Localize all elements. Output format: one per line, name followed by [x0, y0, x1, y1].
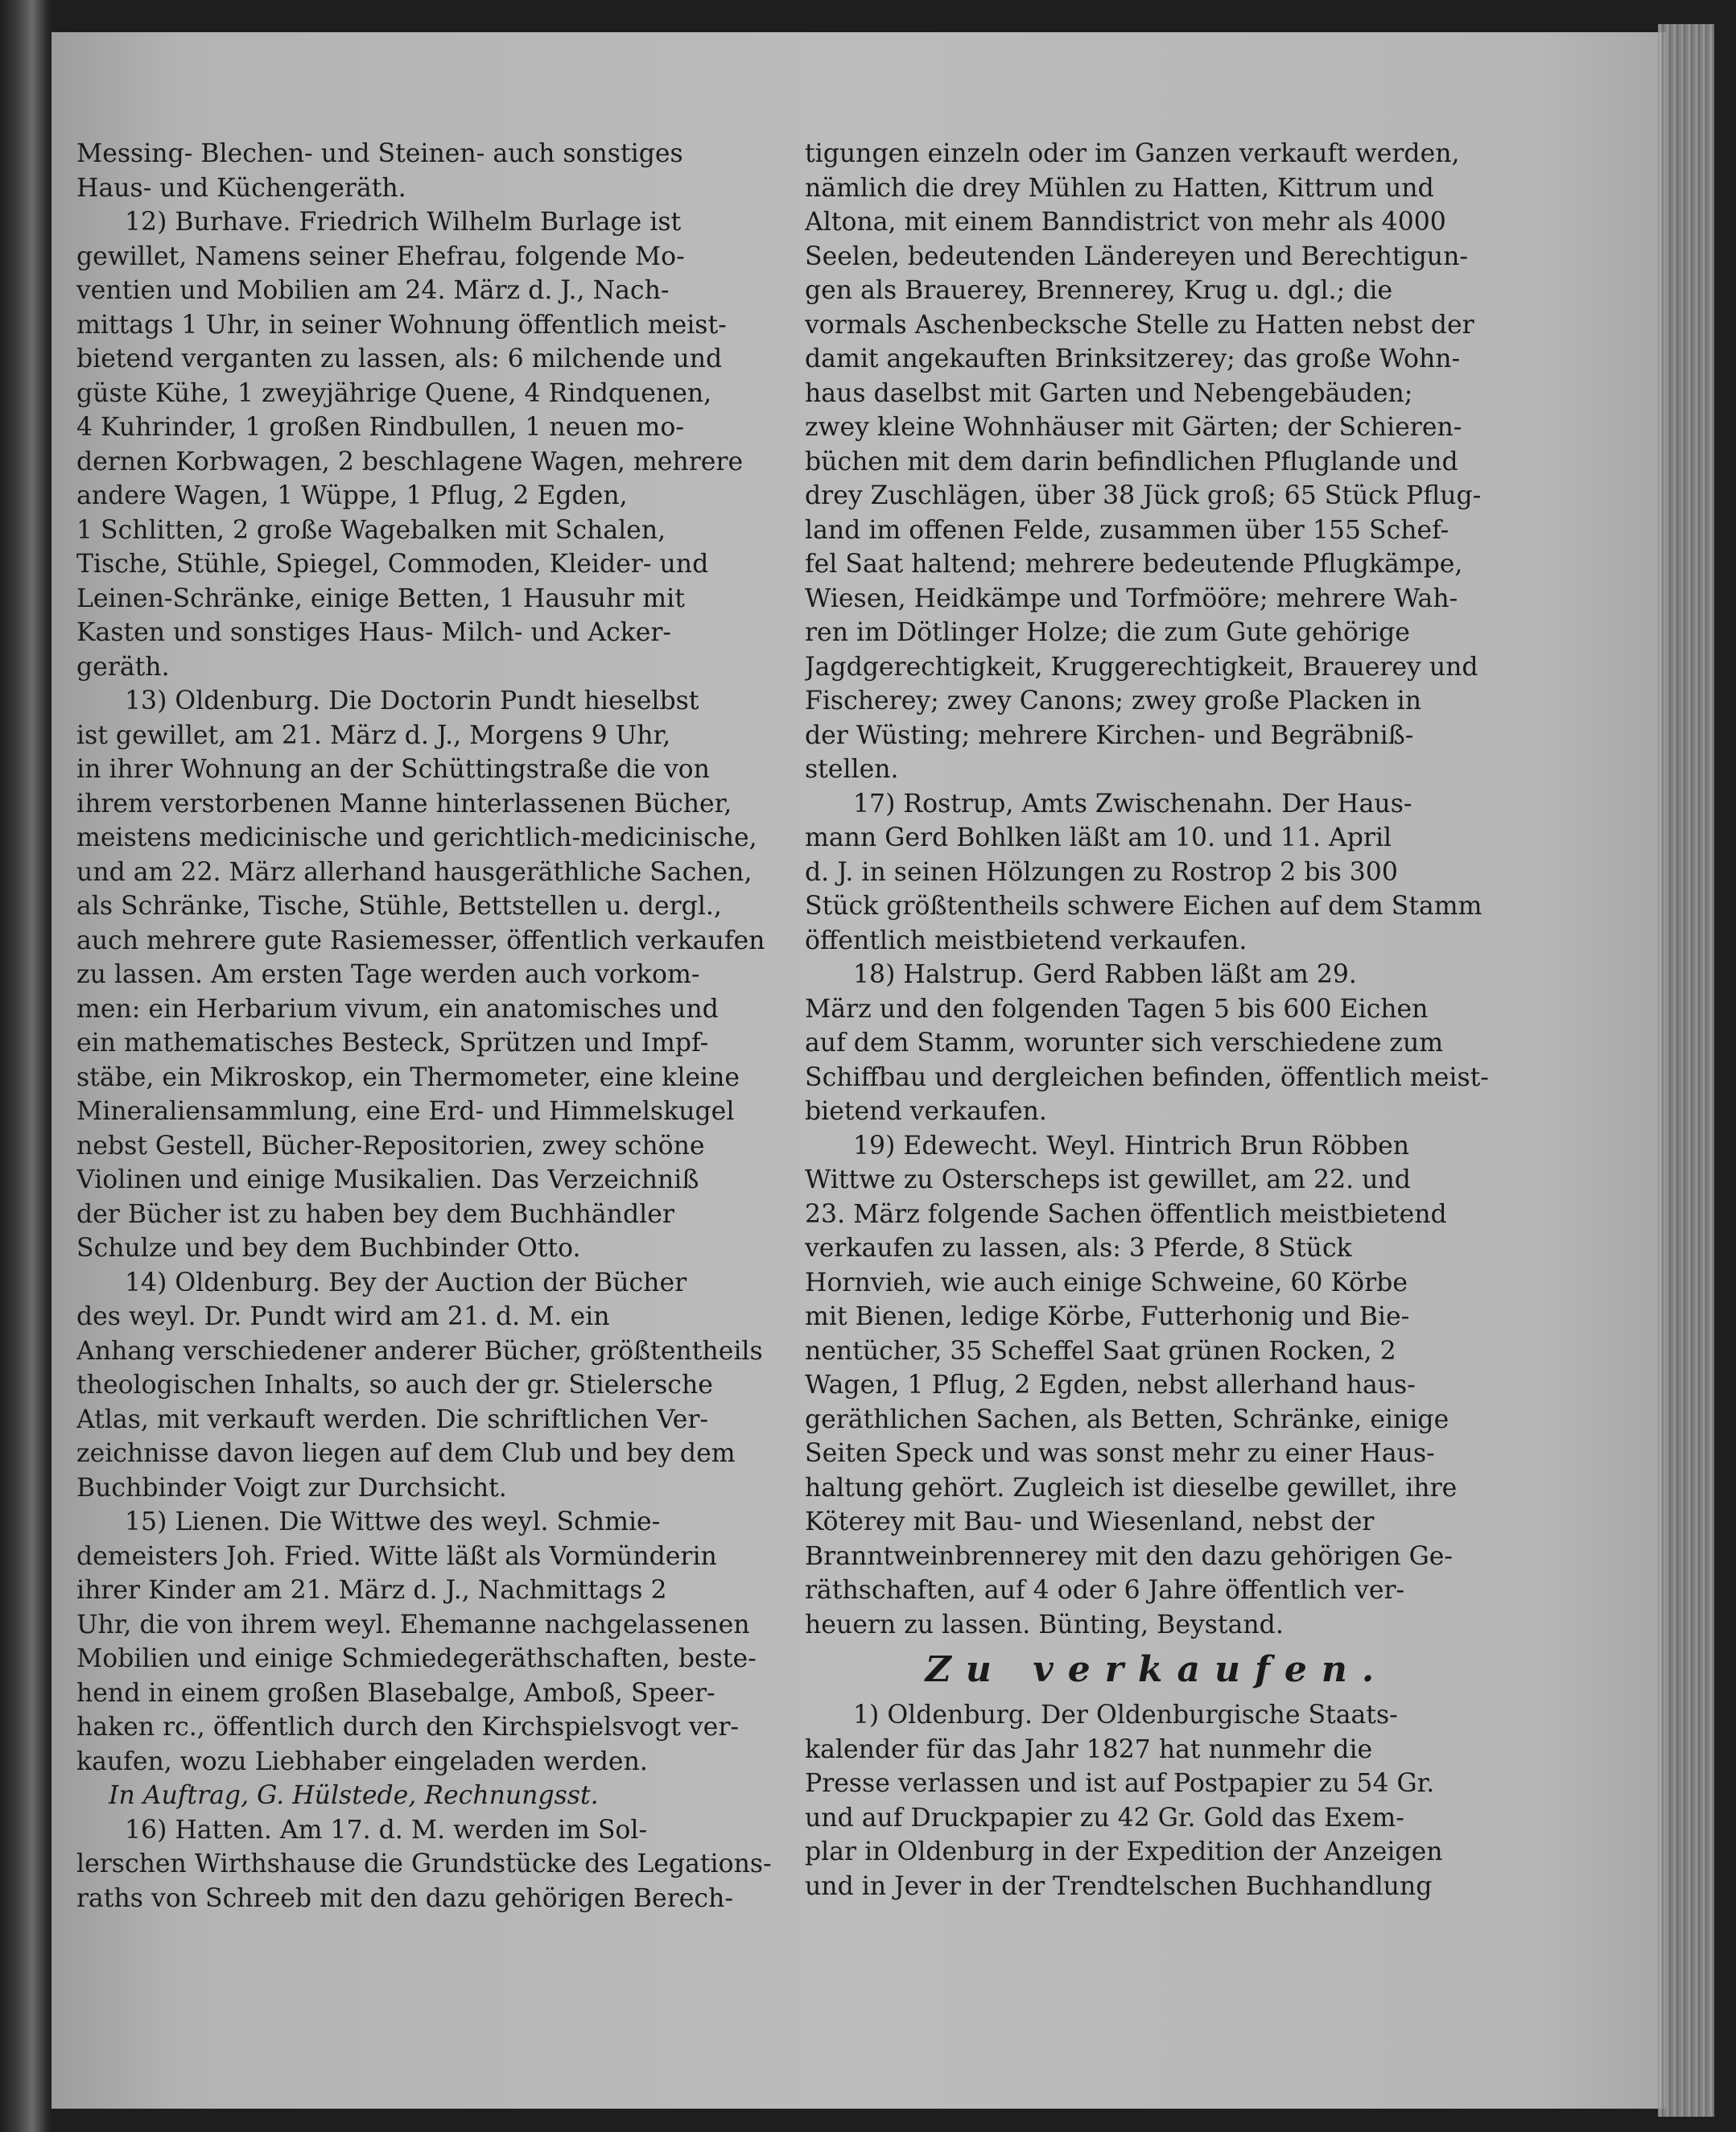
right-column	[805, 137, 1509, 1903]
text-line: öffentlich meistbietend verkaufen.	[805, 926, 1247, 955]
text-line: zu lassen. Am ersten Tage werden auch vorkom-	[76, 960, 700, 989]
text-line: auf dem Stamm, worunter sich verschiedene zum	[805, 1029, 1444, 1058]
text-line: des weyl. Dr. Pundt wird am 21. d. M. ein	[76, 1302, 610, 1331]
text-line: ihrem verstorbenen Manne hinterlassenen Bücher,	[76, 789, 732, 819]
text-line: 12) Burhave. Friedrich Wilhelm Burlage ist	[125, 208, 682, 237]
text-line: der Bücher ist zu haben bey dem Buchhändler	[76, 1199, 674, 1229]
text-line: Kasten und sonstiges Haus- Milch- und Acker-	[76, 618, 672, 647]
text-line: März und den folgenden Tagen 5 bis 600 Eichen	[805, 994, 1429, 1024]
text-line: andere Wagen, 1 Wüppe, 1 Pflug, 2 Egden,	[76, 481, 628, 510]
text-line: 1 Schlitten, 2 große Wagebalken mit Schalen,	[76, 515, 666, 545]
text-line: auch mehrere gute Rasiemesser, öffentlich verkaufen	[76, 926, 765, 955]
text-line: mittags 1 Uhr, in seiner Wohnung öffentlich meist-	[76, 310, 727, 340]
text-line: Mobilien und einige Schmiedegeräthschaften, beste-	[76, 1644, 757, 1673]
text-line: ist gewillet, am 21. März d. J., Morgens 9 Uhr,	[76, 720, 671, 750]
text-line: Schulze und bey dem Buchbinder Otto.	[76, 1234, 581, 1263]
text-line: dernen Korbwagen, 2 beschlagene Wagen, mehrere	[76, 447, 744, 476]
text-line: verkaufen zu lassen, als: 3 Pferde, 8 Stück	[805, 1234, 1352, 1263]
text-line: zeichnisse davon liegen auf dem Club und bey dem	[76, 1439, 736, 1468]
text-line: Hornvieh, wie auch einige Schweine, 60 Körbe	[805, 1268, 1408, 1297]
text-line: Wittwe zu Osterscheps ist gewillet, am 22. und	[805, 1165, 1411, 1194]
text-line: Stück größtentheils schwere Eichen auf dem Stamm	[805, 892, 1482, 921]
text-line: Mineraliensammlung, eine Erd- und Himmelskugel	[76, 1097, 735, 1126]
text-line: In Auftrag, G. Hülstede, Rechnungsst.	[109, 1781, 599, 1810]
text-line: kalender für das Jahr 1827 hat nunmehr die	[805, 1734, 1373, 1764]
text-line: kaufen, wozu Liebhaber eingeladen werden.	[76, 1746, 648, 1776]
text-line: stellen.	[805, 755, 899, 784]
text-line: gewillet, Namens seiner Ehefrau, folgende Mo-	[76, 241, 685, 271]
text-line: haus daselbst mit Garten und Nebengebäuden;	[805, 378, 1413, 408]
text-line: Uhr, die von ihrem weyl. Ehemanne nachgelassenen	[76, 1610, 750, 1639]
text-line: heuern zu lassen. Bünting, Beystand.	[805, 1610, 1284, 1639]
text-line: büchen mit dem darin befindlichen Pfluglande und	[805, 447, 1458, 476]
text-line: als Schränke, Tische, Stühle, Bettstellen u. dergl.,	[76, 892, 722, 921]
text-line: land im offenen Felde, zusammen über 155 Schef-	[805, 515, 1449, 545]
text-line: meistens medicinische und gerichtlich-medicinische,	[76, 823, 757, 852]
text-line: und in Jever in der Trendtelschen Buchhandlung	[805, 1871, 1433, 1901]
text-line: geräth.	[76, 652, 170, 682]
text-line: der Wüsting; mehrere Kirchen- und Begräbniß-	[805, 720, 1414, 750]
left-column	[76, 137, 781, 1916]
text-line: ihrer Kinder am 21. März d. J., Nachmittags 2	[76, 1576, 667, 1605]
text-line: räthschaften, auf 4 oder 6 Jahre öffentlich ver-	[805, 1576, 1405, 1605]
text-line: damit angekauften Brinksitzerey; das große Wohn-	[805, 344, 1461, 373]
text-line: 4 Kuhrinder, 1 großen Rindbullen, 1 neuen mo-	[76, 413, 685, 442]
text-line: ventien und Mobilien am 24. März d. J., Nach-	[76, 276, 670, 305]
text-line: raths von Schreeb mit den dazu gehörigen Berech-	[76, 1883, 733, 1913]
text-line: geräthlichen Sachen, als Betten, Schränke, einige	[805, 1404, 1449, 1434]
text-line: nämlich die drey Mühlen zu Hatten, Kittrum und	[805, 173, 1434, 203]
text-line: drey Zuschlägen, über 38 Jück groß; 65 Stück Pflug-	[805, 481, 1482, 510]
text-line: und auf Druckpapier zu 42 Gr. Gold das Exem-	[805, 1803, 1404, 1833]
text-line: 19) Edewecht. Weyl. Hintrich Brun Röbben	[853, 1131, 1410, 1161]
text-line: lerschen Wirthshause die Grundstücke des Legations-	[76, 1850, 772, 1878]
page-edge	[1658, 24, 1714, 2117]
text-line: haken rc., öffentlich durch den Kirchspielsvogt ver-	[76, 1713, 740, 1742]
text-line: haltung gehört. Zugleich ist dieselbe gewillet, ihre	[805, 1473, 1458, 1503]
text-line: Buchbinder Voigt zur Durchsicht.	[76, 1473, 507, 1503]
text-line: und am 22. März allerhand hausgeräthliche Sachen,	[76, 857, 753, 887]
text-line: Jagdgerechtigkeit, Kruggerechtigkeit, Brauerey und	[805, 652, 1478, 682]
text-line: Wagen, 1 Pflug, 2 Egden, nebst allerhand haus-	[805, 1371, 1416, 1400]
text-line: Haus- und Küchengeräth.	[76, 173, 406, 203]
text-line: Altona, mit einem Banndistrict von mehr als 4000	[805, 208, 1446, 237]
text-line: stäbe, ein Mikroskop, ein Thermometer, eine kleine	[76, 1062, 740, 1092]
text-line: men: ein Herbarium vivum, ein anatomisches und	[76, 994, 719, 1024]
text-line: Schiffbau und dergleichen befinden, öffentlich meist-	[805, 1062, 1489, 1092]
text-line: nebst Gestell, Bücher-Repositorien, zwey schöne	[76, 1131, 705, 1161]
text-line: 1) Oldenburg. Der Oldenburgische Staats-	[853, 1701, 1398, 1730]
text-line: 14) Oldenburg. Bey der Auction der Bücher	[125, 1268, 687, 1297]
text-line: 23. März folgende Sachen öffentlich meistbietend	[805, 1199, 1447, 1229]
text-line: Presse verlassen und ist auf Postpapier zu 54 Gr.	[805, 1769, 1435, 1798]
text-line: in ihrer Wohnung an der Schüttingstraße die von	[76, 755, 710, 784]
text-line: Wiesen, Heidkämpe und Torfmööre; mehrere Wah-	[805, 584, 1458, 613]
text-line: nentücher, 35 Scheffel Saat grünen Rocken, 2	[805, 1336, 1396, 1366]
text-line: 17) Rostrup, Amts Zwischenahn. Der Haus-	[853, 789, 1412, 819]
section-heading: Zu verkaufen.	[925, 1649, 1389, 1690]
text-line: 15) Lienen. Die Wittwe des weyl. Schmie-	[125, 1507, 661, 1536]
text-line: fel Saat haltend; mehrere bedeutende Pflugkämpe,	[805, 550, 1463, 579]
text-line: zwey kleine Wohnhäuser mit Gärten; der Schieren-	[805, 413, 1462, 442]
text-line: demeisters Joh. Fried. Witte läßt als Vormünderin	[76, 1541, 717, 1571]
text-line: bietend verkaufen.	[805, 1097, 1047, 1126]
text-line: theologischen Inhalts, so auch der gr. Stielersche	[76, 1371, 713, 1400]
text-line: ren im Dötlinger Holze; die zum Gute gehörige	[805, 618, 1410, 647]
text-line: Tische, Stühle, Spiegel, Commoden, Kleider- und	[76, 550, 709, 579]
text-line: 18) Halstrup. Gerd Rabben läßt am 29.	[853, 960, 1357, 989]
text-line: Anhang verschiedener anderer Bücher, größtentheils	[76, 1336, 763, 1366]
text-line: bietend verganten zu lassen, als: 6 milchende und	[76, 344, 723, 373]
text-line: 16) Hatten. Am 17. d. M. werden im Sol-	[125, 1815, 648, 1845]
text-line: Leinen-Schränke, einige Betten, 1 Hausuhr mit	[76, 584, 685, 613]
text-line: 13) Oldenburg. Die Doctorin Pundt hieselbst	[125, 687, 699, 715]
text-line: Seiten Speck und was sonst mehr zu einer Haus-	[805, 1439, 1435, 1468]
text-line: mit Bienen, ledige Körbe, Futterhonig und Bie-	[805, 1302, 1410, 1331]
text-line: hend in einem großen Blasebalge, Amboß, Speer-	[76, 1678, 715, 1708]
text-line: vormals Aschenbecksche Stelle zu Hatten nebst der	[805, 310, 1474, 340]
text-line: Violinen und einige Musikalien. Das Verzeichniß	[76, 1165, 699, 1194]
text-line: Atlas, mit verkauft werden. Die schriftlichen Ver-	[76, 1404, 709, 1434]
text-line: ein mathematisches Besteck, Sprützen und Impf-	[76, 1029, 709, 1058]
text-line: Messing- Blechen- und Steinen- auch sonstiges	[76, 139, 683, 168]
text-line: d. J. in seinen Hölzungen zu Rostrop 2 bis 300	[805, 857, 1398, 887]
text-line: Seelen, bedeutenden Ländereyen und Berechtigun-	[805, 241, 1468, 271]
text-line: gen als Brauerey, Brennerey, Krug u. dgl.; die	[805, 276, 1393, 305]
text-line: Fischerey; zwey Canons; zwey große Placken in	[805, 687, 1421, 715]
text-line: tigungen einzeln oder im Ganzen verkauft werden,	[805, 139, 1460, 168]
text-line: plar in Oldenburg in der Expedition der Anzeigen	[805, 1837, 1443, 1866]
text-line: Köterey mit Bau- und Wiesenland, nebst der	[805, 1507, 1375, 1536]
text-line: Branntweinbrennerey mit den dazu gehörigen Ge-	[805, 1541, 1454, 1571]
text-line: güste Kühe, 1 zweyjährige Quene, 4 Rindquenen,	[76, 378, 712, 408]
text-line: mann Gerd Bohlken läßt am 10. und 11. April	[805, 823, 1392, 852]
